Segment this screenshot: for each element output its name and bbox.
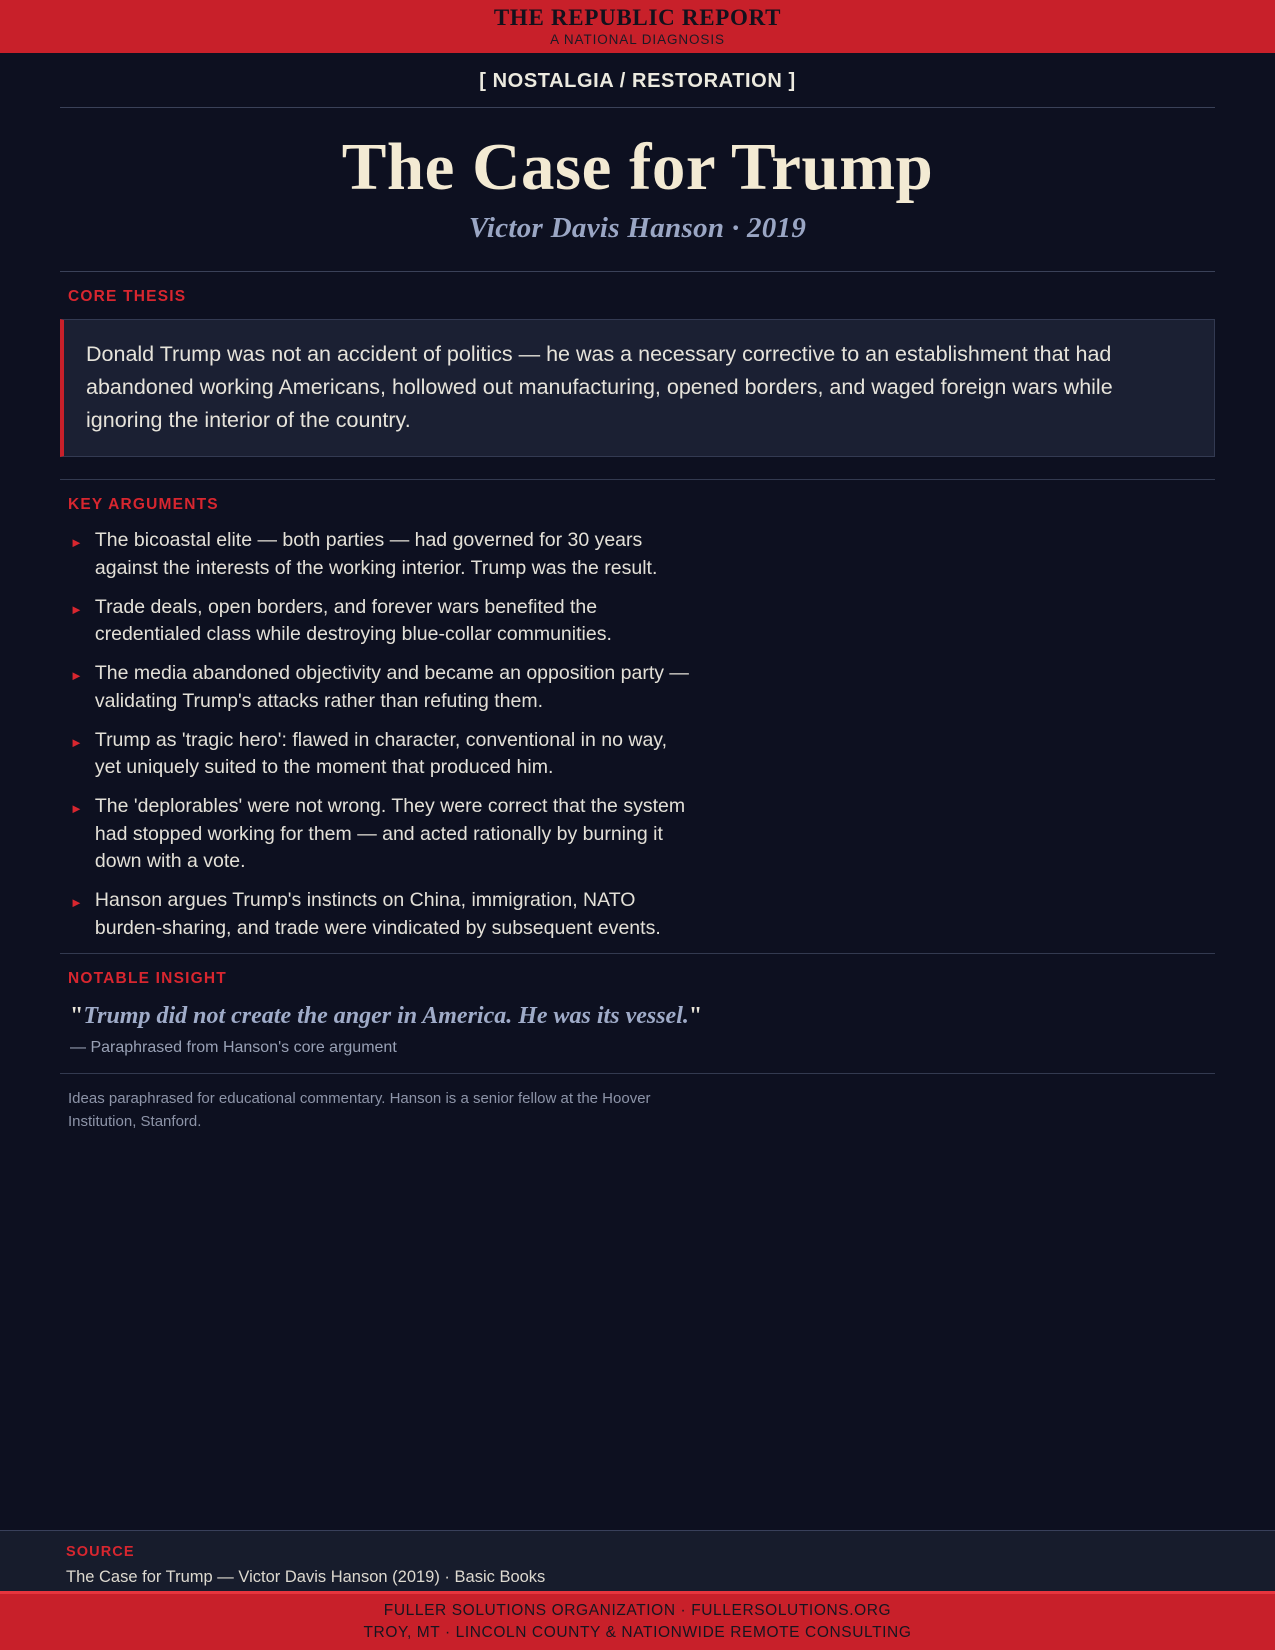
argument-text: The 'deplorables' were not wrong. They were correct that the system had stopped working for them — and acted rationally by burning it down with a vote.	[94, 794, 686, 873]
core-thesis-label: CORE THESIS	[68, 288, 187, 306]
argument-text: Hanson argues Trump's instincts on China, immigration, NATO burden-sharing, and trade were vindicated by subsequent events.	[94, 888, 661, 939]
core-thesis-text: Donald Trump was not an accident of politics — he was a necessary corrective to an establishment that had abandoned working Americans, hollowed out manufacturing, opened borders, and waged foreign wars while ignoring the interior of the country.	[86, 342, 1113, 432]
footer	[0, 1591, 1275, 1650]
argument-text: Trade deals, open borders, and forever wars benefited the credentialed class while destroying blue-collar communities.	[94, 595, 612, 646]
key-arguments-label: KEY ARGUMENTS	[68, 496, 219, 514]
insight-quote-text: Trump did not create the anger in America. He was its vessel.	[83, 1003, 689, 1030]
divider-thesis	[60, 271, 1215, 272]
book-byline: Victor Davis Hanson · 2019	[468, 212, 807, 245]
footer-location: TROY, MT · LINCOLN COUNTY & NATIONWIDE REMOTE CONSULTING	[363, 1624, 912, 1641]
source-citation: The Case for Trump — Victor Davis Hanson (2019) · Basic Books	[66, 1568, 546, 1586]
triangle-bullet-icon: ►	[70, 601, 83, 617]
list-item	[60, 727, 1215, 782]
triangle-bullet-icon: ►	[70, 668, 83, 684]
insight-quote	[70, 1001, 860, 1033]
page-title: The Case for Trump	[341, 130, 934, 204]
masthead	[0, 0, 1275, 53]
insight-attribution: — Paraphrased from Hanson's core argument	[70, 1039, 397, 1057]
list-item	[60, 660, 1215, 715]
list-item	[60, 887, 1215, 942]
page-body	[0, 53, 1275, 1133]
masthead-subtitle: A NATIONAL DIAGNOSIS	[550, 32, 725, 48]
quote-open-mark: "	[70, 1003, 84, 1030]
list-item	[60, 793, 1215, 876]
category-label: [ NOSTALGIA / RESTORATION ]	[479, 70, 796, 92]
divider-arguments	[60, 479, 1215, 480]
source-label: SOURCE	[66, 1544, 135, 1560]
masthead-title: THE REPUBLIC REPORT	[493, 5, 782, 31]
quote-close-mark: "	[688, 1003, 703, 1030]
notable-insight-label: NOTABLE INSIGHT	[68, 970, 227, 988]
divider-insight	[60, 953, 1215, 954]
source-block	[0, 1530, 1275, 1594]
list-item	[60, 594, 1215, 649]
triangle-bullet-icon: ►	[70, 800, 83, 816]
divider-top	[60, 107, 1215, 108]
triangle-bullet-icon: ►	[70, 734, 83, 750]
triangle-bullet-icon: ►	[70, 894, 83, 910]
divider-disclaimer	[60, 1073, 1215, 1074]
core-thesis-box	[60, 319, 1215, 457]
key-arguments-list	[60, 527, 1215, 942]
disclaimer-text: Ideas paraphrased for educational commentary. Hanson is a senior fellow at the Hoover Institution, Stanford.	[68, 1090, 651, 1130]
argument-text: Trump as 'tragic hero': flawed in character, conventional in no way, yet uniquely suited to the moment that produced him.	[94, 728, 668, 779]
triangle-bullet-icon: ►	[70, 535, 83, 551]
list-item	[60, 527, 1215, 582]
argument-text: The media abandoned objectivity and became an opposition party — validating Trump's attacks rather than refuting them.	[94, 662, 689, 712]
footer-organization: FULLER SOLUTIONS ORGANIZATION · FULLERSOLUTIONS.ORG	[383, 1601, 892, 1619]
argument-text: The bicoastal elite — both parties — had governed for 30 years against the interests of the working interior. Trump was the result.	[94, 529, 658, 580]
